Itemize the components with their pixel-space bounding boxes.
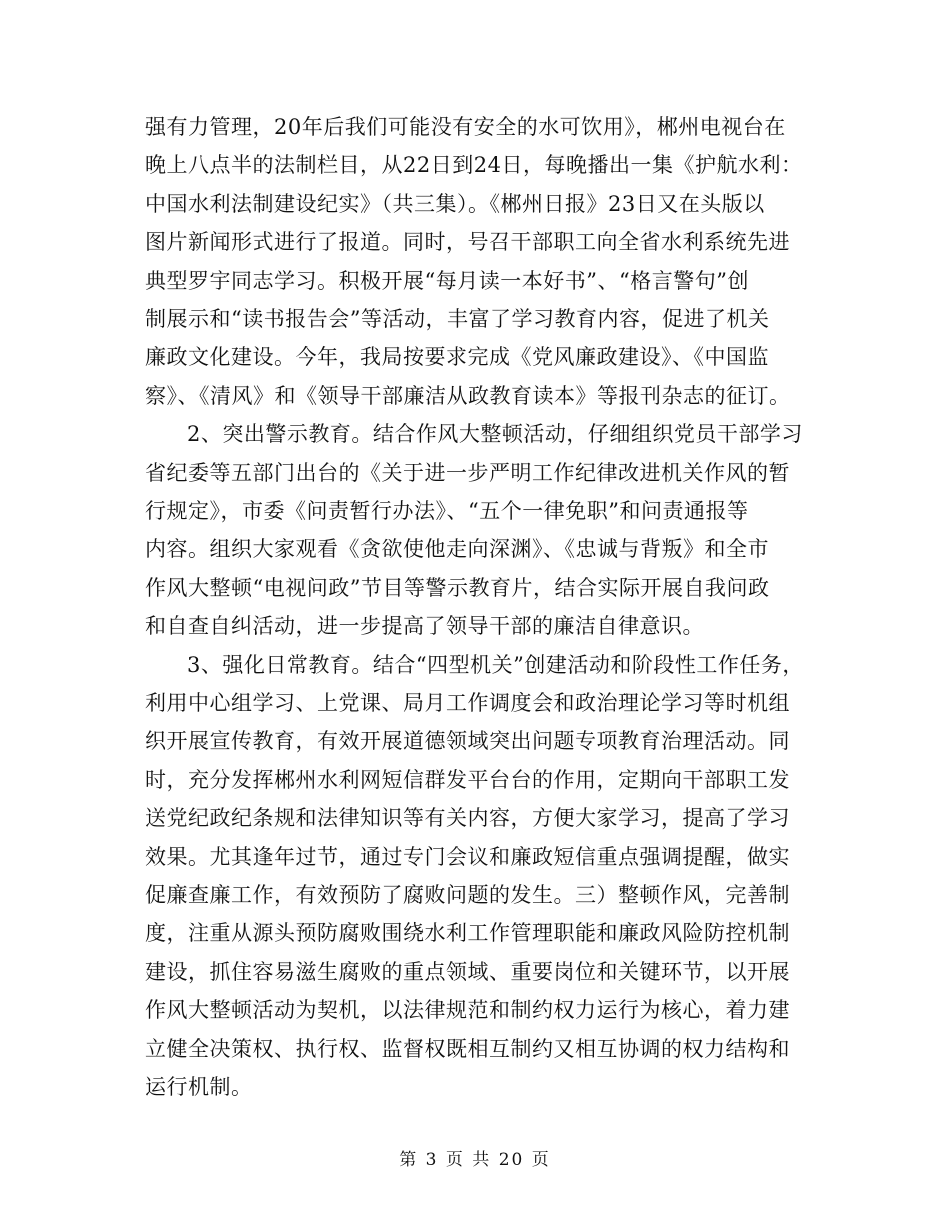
text-line: 作风大整顿活动为契机，以法律规范和制约权力运行为核心，着力建 [145,998,790,1023]
page-footer: 第 3 页 共 20 页 [399,1150,551,1170]
text-line: 度，注重从源头预防腐败围绕水利工作管理职能和廉政风险防控机制 [145,921,790,946]
text-line: 利用中心组学习、上党课、局月工作调度会和政治理论学习等时机组 [145,691,790,715]
text-line: 3、强化日常教育。结合“四型机关”创建活动和阶段性工作任务， [187,652,804,677]
text-line: 时，充分发挥郴州水利网短信群发平台台的作用，定期向干部职工发 [145,767,790,792]
text-line: 运行机制。 [145,1075,253,1099]
text-line: 强有力管理，20年后我们可能没有安全的水可饮用》，郴州电视台在 [145,115,786,139]
text-line: 2、突出警示教育。结合作风大整顿活动，仔细组织党员干部学习 [187,422,803,447]
text-line: 行规定》，市委《问责暂行办法》、“五个一律免职”和问责通报等 [145,499,749,523]
text-line: 促廉查廉工作，有效预防了腐败问题的发生。三）整顿作风，完善制 [145,883,790,907]
text-line: 廉政文化建设。今年，我局按要求完成《党风廉政建设》、《中国监 [145,345,769,370]
text-line: 图片新闻形式进行了报道。同时，号召干部职工向全省水利系统先进 [145,230,790,255]
text-line: 典型罗宇同志学习。积极开展“每月读一本好书”、“格言警句”创 [145,268,749,293]
text-line: 省纪委等五部门出台的《关于进一步严明工作纪律改进机关作风的暂 [145,460,790,485]
text-line: 送党纪政纪条规和法律知识等有关内容，方便大家学习，提高了学习 [145,806,790,831]
text-line: 制展示和“读书报告会”等活动，丰富了学习教育内容，促进了机关 [145,307,770,331]
text-line: 建设，抓住容易滋生腐败的重点领域、重要岗位和关键环节，以开展 [145,959,790,984]
text-line: 效果。尤其逢年过节，通过专门会议和廉政短信重点强调提醒，做实 [145,844,790,869]
text-line: 中国水利法制建设纪实》（共三集）。《郴州日报》23日又在头版以 [145,191,765,216]
text-line: 织开展宣传教育，有效开展道德领域突出问题专项教育治理活动。同 [145,729,790,754]
text-line: 晚上八点半的法制栏目，从22日到24日，每晚播出一集《护航水利： [145,153,803,178]
text-line: 内容。组织大家观看《贪欲使他走向深渊》、《忠诚与背叛》和全市 [145,537,769,562]
text-line: 作风大整顿“电视问政”节目等警示教育片，结合实际开展自我问政 [145,575,770,600]
text-line: 察》、《清风》和《领导干部廉洁从政教育读本》等报刊杂志的征订。 [145,383,791,408]
text-line: 立健全决策权、执行权、监督权既相互制约又相互协调的权力结构和 [145,1036,790,1061]
text-line: 和自查自纠活动，进一步提高了领导干部的廉洁自律意识。 [145,614,704,639]
